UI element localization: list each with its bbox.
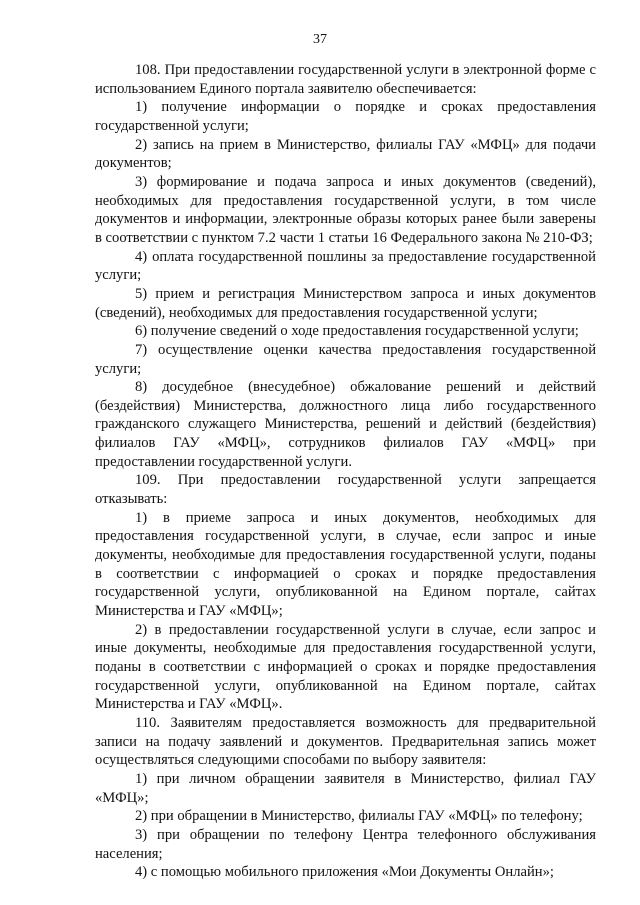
paragraph-108-item-1: 1) получение информации о порядке и сроках предоставления государственной услуги;: [95, 99, 596, 134]
paragraph-109: 109. При предоставлении государственной услуги запрещается отказывать:: [95, 472, 596, 508]
paragraph-108-item-6: 6) получение сведений о ходе предоставления государственной услуги;: [135, 323, 579, 340]
paragraph-109-item-2: 2) в предоставлении государственной услуги в случае, если запрос и иные документы, необходимые для предоставления государственной услуги, поданы в соответствии с информацией о сроках и порядке предоставления государственной услуги, опубликованной на Едином портале, сайтах Министерства и ГАУ «МФЦ».: [95, 621, 596, 713]
paragraph-109-item-1: 1) в приеме запроса и иных документов, необходимых для предоставления государственной услуги, в случае, если запрос и иные документы, необходимые для предоставления государственной услуги, поданы в соответствии с информацией о сроках и порядке предоставления государственной услуги, опубликованной на Едином портале, сайтах Министерства и ГАУ «МФЦ»;: [95, 509, 596, 620]
paragraph-110-item-2: 2) при обращении в Министерство, филиалы ГАУ «МФЦ» по телефону;: [135, 808, 583, 825]
paragraph-108-item-2: 2) запись на прием в Министерство, филиалы ГАУ «МФЦ» для подачи документов;: [95, 136, 596, 172]
paragraph-110-item-3: 3) при обращении по телефону Центра телефонного обслуживания населения;: [95, 826, 596, 862]
document-body: [95, 61, 596, 882]
paragraph-108-item-7: 7) осуществление оценки качества предоставления государственной услуги;: [95, 341, 596, 377]
paragraph-108: 108. При предоставлении государственной услуги в электронной форме с использованием Единого портала заявителю обеспечивается:: [95, 62, 596, 97]
paragraph-110: 110. Заявителям предоставляется возможность для предварительной записи на подачу заявлений и документов. Предварительная запись может осуществляться следующими способами по выбору заявителя:: [95, 714, 596, 769]
page-number: 37: [313, 32, 327, 47]
paragraph-108-item-4: 4) оплата государственной пошлины за предоставление государственной услуги;: [95, 248, 596, 284]
paragraph-108-item-8: 8) досудебное (внесудебное) обжалование решений и действий (бездействия) Министерства, должностного лица либо государственного гражданского служащего Министерства, решений и действий (бездействия) филиалов ГАУ «МФЦ», сотрудников филиалов ГАУ «МФЦ» при предоставлении государственной услуги.: [95, 379, 596, 470]
paragraph-108-item-5: 5) прием и регистрация Министерством запроса и иных документов (сведений), необходимых для предоставления государственной услуги;: [95, 285, 596, 321]
paragraph-110-item-1: 1) при личном обращении заявителя в Министерство, филиал ГАУ «МФЦ»;: [95, 770, 596, 806]
paragraph-110-item-4: 4) с помощью мобильного приложения «Мои Документы Онлайн»;: [135, 864, 554, 881]
paragraph-108-item-3: 3) формирование и подача запроса и иных документов (сведений), необходимых для предоставления государственной услуги, в том числе документов и информации, электронные образы которых ранее были заверены в соответствии с пунктом 7.2 части 1 статьи 16 Федерального закона № 210-ФЗ;: [95, 173, 596, 246]
